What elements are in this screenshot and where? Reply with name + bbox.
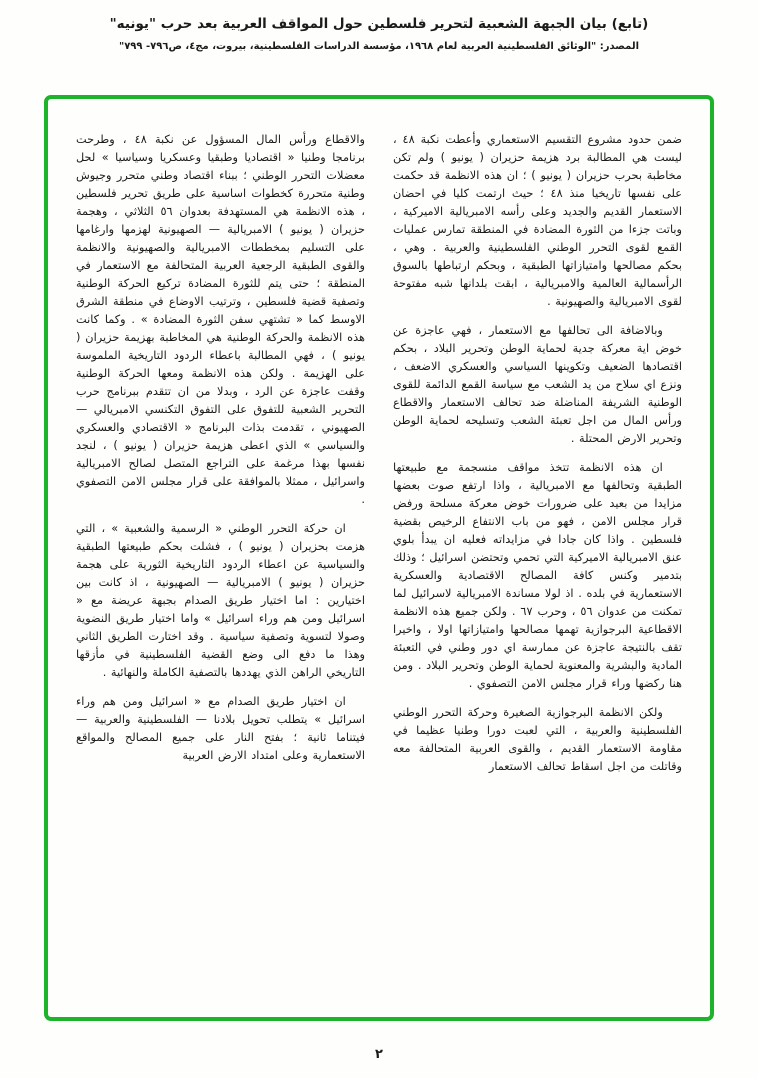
document-source-line: المصدر: "الوثائق الفلسطينية العربية لعام ١٩٦٨، مؤسسة الدراسات الفلسطينية، بيروت، مج٤، ص٧٩٦- ٧٩٩"	[118, 41, 640, 53]
paragraph: ولكن الانظمة البرجوازية الصغيرة وحركة التحرر الوطني الفلسطينية والعربية ، التي لعبت دورا وطنيا عظيما في مقاومة الاستعمار القديم ، والقوى العربية المتحالفة معه وقاتلت من اجل اسقاط تحالف الاستعمار	[393, 706, 682, 773]
paragraph: ان حركة التحرر الوطني « الرسمية والشعبية » ، التي هزمت بحزيران ( يونيو ) ، فشلت بحكم طبيعتها الطبقية والسياسية عن اعطاء الردود التاريخية الثورية على هجمة حزيران ( يونيو ) الامبريالية — الصهيونية ، اذ كانت بين اختيارين : اما اختيار طريق الصدام بجبهة عريضة مع « اسرائيل ومن هم وراء اسرائيل » واما اختيار طريق النضوية وصولا لتسوية وتصفية سياسية . وقد اختارت الطريق الثاني وهذا ما دفع الى وضع القضية الفلسطينية في مأزقها التاريخي الراهن الذي يهددها بالتصفية الكاملة والنهائية .	[76, 522, 365, 679]
document-header	[0, 0, 758, 52]
page-number: ٢	[375, 1047, 383, 1062]
green-frame	[44, 95, 714, 1021]
text-columns	[76, 131, 682, 997]
page-footer	[0, 1043, 758, 1062]
paragraph: ان هذه الانظمة تتخذ مواقف منسجمة مع طبيعتها الطبقية وتحالفها مع الامبريالية ، واذا ارتفع صوت بعضها مزايدا من بعيد على ضرورات خوض معركة مسلحة ورفض قرار مجلس الامن ، فهو من باب الانتفاع الرخيص بقضية فلسطين . واذا كان جادا في مزايداته فعليه ان يبدأ بلوي عنق الامبريالية الاميركية التي تحمي وتحتضن اسرائيل ؛ وذلك بتدمير وكنس كافة المصالح الاقتصادية والعسكرية الاستعمارية في بلده . اذ لولا مساندة الامبريالية لاسرائيل لما تمكنت من عدوان ٥٦ ، وحرب ٦٧ . ولكن جميع هذه الانظمة الاقطاعية البرجوازية تهمها مصالحها وامتيازاتها اولا ، واخيرا تقف بالنتيجة عاجزة عن ممارسة اي دور وطني في التعبئة المادية والبشرية والمعنوية لحماية الوطن وتحرير البلاد . ومن هنا ركضها وراء قرار مجلس الامن التصفوي .	[393, 461, 682, 690]
column-left	[76, 131, 365, 997]
paragraph: والاقطاع ورأس المال المسؤول عن نكبة ٤٨ ، وطرحت برنامجا وطنيا « اقتصاديا وطبقيا وعسكريا وسياسيا » لحل معضلات التحرر الوطني ؛ ببناء اقتصاد وطني متحرر وجيوش وطنية متحررة كخطوات اساسية على طريق تحرير فلسطين ، هذه الانظمة هي المستهدفة بعدوان ٥٦ الثلاثي ، وهجمة حزيران ( يونيو ) الامبريالية — الصهيونية لهزمها وارغامها على التسليم بمخططات الامبريالية والصهيونية والانظمة والقوى الطبقية الرجعية العربية المتحالفة مع الاستعمار في المنطقة ؛ حتى يتم للثورة المضادة تركيع الحركة الوطنية وتصفية قضية فلسطين ، وترتيب الاوضاع في منطقة الشرق الاوسط كما « تشتهي سفن الثورة المضادة » . وكما كانت هذه الانظمة والحركة الوطنية هي المخاطبة بهزيمة حزيران ( يونيو ) ، فهي المطالبة باعطاء الردود التاريخية الملموسة على الهزيمة . ولكن هذه الانظمة ومعها الحركة الوطنية وقفت عاجزة عن الرد ، وبدلا من ان تتقدم ببرنامج حرب التحرير الشعبية للتفوق على التفوق التكنسي الامبريالي — الصهيوني ، تقدمت بذات البرنامج « الاقتصادي والعسكري والسياسي » الذي اعطى هزيمة حزيران ( يونيو ) ، لنجد نفسها بهذا مرغمة على التراجع المتصل لصالح الامبريالية واسرائيل ، ممثلا بالموافقة على قرار مجلس الامن التصفوي .	[76, 133, 365, 506]
paragraph: وبالاضافة الى تحالفها مع الاستعمار ، فهي عاجزة عن خوض اية معركة جدية لحماية الوطن وتحرير البلاد ، بحكم اقتصادها الضعيف وتكوينها السياسي والعسكري الاضعف ، ونزع اي سلاح من يد الشعب مع سياسة القمع الدائمة للقوى الوطنية الشريفة المناضلة ضد تحالف الاستعمار والاقطاع ورأس المال من اجل تعبئة الشعب وتسليحه لحماية الوطن وتحرير الارض المحتلة .	[393, 324, 682, 445]
paragraph: ان اختيار طريق الصدام مع « اسرائيل ومن هم وراء اسرائيل » يتطلب تحويل بلادنا — الفلسطينية والعربية — فيتناما ثانية ؛ بفتح النار على جميع المصالح والمواقع الاستعمارية وعلى امتداد الارض العربية	[76, 695, 365, 762]
paragraph: ضمن حدود مشروع التقسيم الاستعماري وأعطت نكبة ٤٨ ، ليست هي المطالبة برد هزيمة حزيران ( يونيو ) ولم تكن مخاطبة بحرب حزيران ( يونيو ) ؛ ان هذه الانظمة قد حكمت على نفسها تاريخيا منذ ٤٨ ؛ حيث ارتمت كليا في احضان الاستعمار القديم والجديد وعلى رأسه الامبريالية الاميركية ، وباتت جزءا من الثورة المضادة في المنطقة تمارس عمليات القمع لقوى التحرر الوطني الفلسطينية والعربية . وهي ، بحكم مصالحها وامتيازاتها الطبقية ، وبحكم ارتباطها بالسوق الرأسمالية العالمية والامبريالية ، ابقت بلدانها شبه مفتوحة لقوى الامبريالية والصهيونية .	[393, 133, 682, 308]
column-right	[393, 131, 682, 997]
document-title: (تابع) بيان الجبهة الشعبية لتحرير فلسطين حول المواقف العربية بعد حرب "يونيه"	[109, 16, 649, 32]
